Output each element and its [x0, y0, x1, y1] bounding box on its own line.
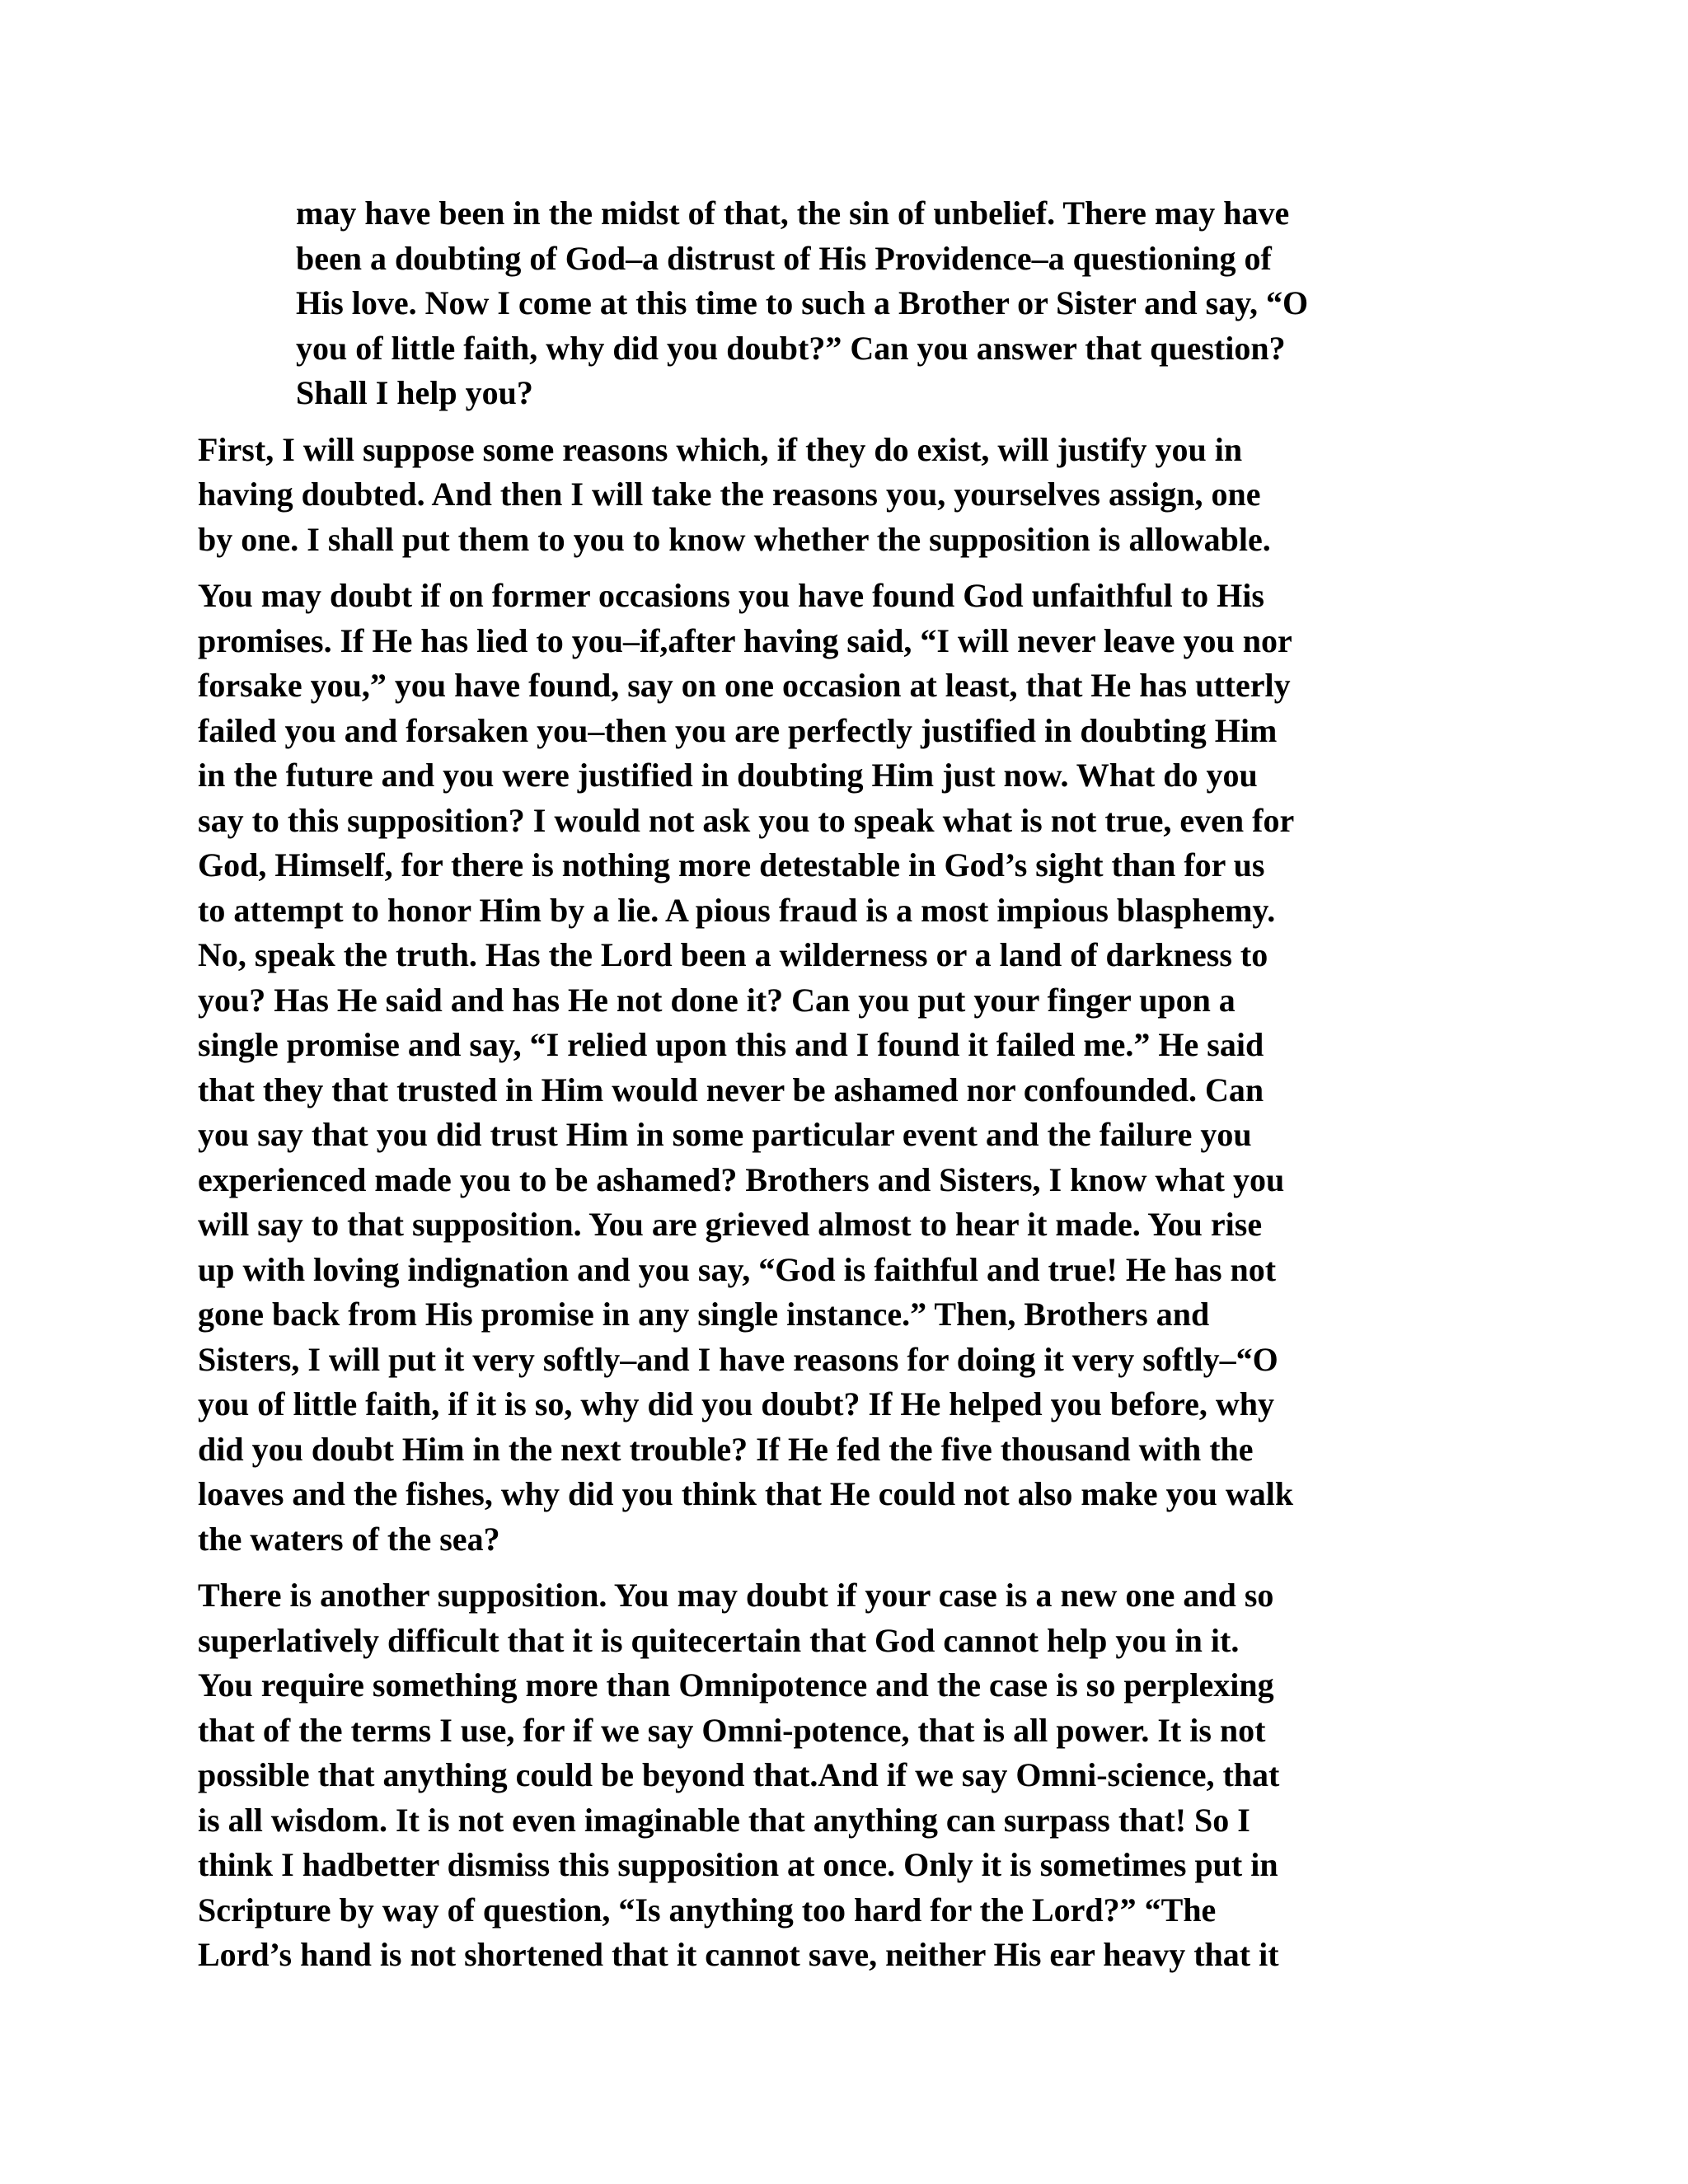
paragraph-4: [198, 1573, 1484, 1978]
text-line: the waters of the sea?: [198, 1520, 500, 1558]
text-line: failed you and forsaken you–then you are perfectly justified in doubting Him: [198, 711, 1278, 749]
text-line: you? Has He said and has He not done it? Can you put your finger upon a: [198, 981, 1236, 1019]
text-line: Shall I help you?: [296, 374, 533, 411]
text-line: No, speak the truth. Has the Lord been a wilderness or a land of darkness to: [198, 936, 1268, 973]
text-line: up with loving indignation and you say, “God is faithful and true! He has not: [198, 1250, 1277, 1288]
sermon-text: [198, 191, 1484, 1990]
text-line: First, I will suppose some reasons which, if they do exist, will justify you in: [198, 430, 1243, 468]
paragraph-2: [198, 428, 1484, 563]
text-line: say to this supposition? I would not ask you to speak what is not true, even for: [198, 801, 1295, 839]
text-line: you of little faith, why did you doubt?” Can you answer that question?: [296, 329, 1286, 367]
text-line: you of little faith, if it is so, why did you doubt? If He helped you before, why: [198, 1385, 1275, 1422]
text-line: you say that you did trust Him in some particular event and the failure you: [198, 1116, 1252, 1153]
text-line: There is another supposition. You may doubt if your case is a new one and so: [198, 1577, 1274, 1614]
text-line: experienced made you to be ashamed? Brothers and Sisters, I know what you: [198, 1160, 1285, 1198]
text-line: that they that trusted in Him would never be ashamed nor confounded. Can: [198, 1071, 1264, 1108]
text-line: gone back from His promise in any single instance.” Then, Brothers and: [198, 1296, 1210, 1333]
text-line: forsake you,” you have found, say on one occasion at least, that He has utterly: [198, 667, 1291, 704]
text-line: promises. If He has lied to you–if,after having said, “I will never leave you nor: [198, 621, 1292, 659]
text-line: You may doubt if on former occasions you have found God unfaithful to His: [198, 577, 1264, 614]
text-line: to attempt to honor Him by a lie. A pious fraud is a most impious blasphemy.: [198, 891, 1276, 929]
paragraph-1: [198, 191, 1484, 416]
text-line: possible that anything could be beyond that.And if we say Omni-science, that: [198, 1756, 1280, 1793]
text-line: is all wisdom. It is not even imaginable that anything can surpass that! So I: [198, 1801, 1250, 1839]
text-line: may have been in the midst of that, the sin of unbelief. There may have: [296, 194, 1290, 232]
text-line: will say to that supposition. You are grieved almost to hear it made. You rise: [198, 1206, 1263, 1243]
text-line: did you doubt Him in the next trouble? If He fed the five thousand with the: [198, 1430, 1254, 1468]
text-line: Sisters, I will put it very softly–and I have reasons for doing it very softly–“O: [198, 1340, 1278, 1378]
text-line: loaves and the fishes, why did you think that He could not also make you walk: [198, 1475, 1294, 1512]
text-line: been a doubting of God–a distrust of His Providence–a questioning of: [296, 239, 1272, 277]
text-line: Lord’s hand is not shortened that it cannot save, neither His ear heavy that it: [198, 1936, 1279, 1973]
text-line: His love. Now I come at this time to such a Brother or Sister and say, “O: [296, 284, 1309, 321]
text-line: by one. I shall put them to you to know whether the supposition is allowable.: [198, 520, 1271, 558]
text-line: Scripture by way of question, “Is anything too hard for the Lord?” “The: [198, 1891, 1217, 1929]
text-line: single promise and say, “I relied upon this and I found it failed me.” He said: [198, 1026, 1264, 1063]
text-line: that of the terms I use, for if we say Omni-potence, that is all power. It is not: [198, 1711, 1266, 1749]
paragraph-3: [198, 574, 1484, 1562]
text-line: having doubted. And then I will take the reasons you, yourselves assign, one: [198, 476, 1261, 513]
text-line: superlatively difficult that it is quitecertain that God cannot help you in it.: [198, 1621, 1240, 1659]
text-line: You require something more than Omnipotence and the case is so perplexing: [198, 1666, 1274, 1704]
text-line: think I hadbetter dismiss this supposition at once. Only it is sometimes put in: [198, 1846, 1278, 1883]
text-line: God, Himself, for there is nothing more detestable in God’s sight than for us: [198, 846, 1265, 883]
text-line: in the future and you were justified in doubting Him just now. What do you: [198, 757, 1258, 794]
